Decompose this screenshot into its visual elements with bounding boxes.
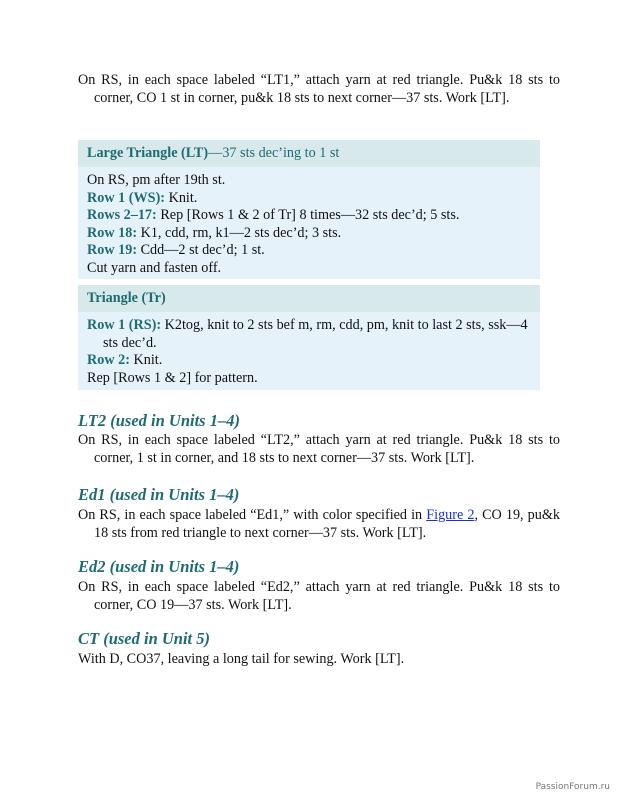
large-triangle-title: Large Triangle (LT) — [87, 145, 209, 161]
tr-row-2: Rep [Rows 1 & 2] for pattern. — [87, 369, 258, 386]
section-body-ed1: On RS, in each space labeled “Ed1,” with color specified in Figure 2, CO 19, pu&k 18 sts from red triangle to next corner—37 sts. Work [LT]. — [78, 507, 561, 541]
section-body-ed2: On RS, in each space labeled “Ed2,” attach yarn at red triangle. Pu&k 18 sts to corner, CO 19—37 sts. Work [LT]. — [78, 579, 560, 613]
section-title-ed1: Ed1 (used in Units 1–4) — [78, 485, 240, 504]
lt-row-2: Rows 2–17: Rep [Rows 1 & 2 of Tr] 8 times—32 sts dec’d; 5 sts. — [87, 207, 460, 223]
triangle-body — [78, 312, 540, 390]
large-triangle-header — [78, 140, 540, 167]
lt-row-4: Row 19: Cdd—2 st dec’d; 1 st. — [87, 242, 265, 258]
lt-row-0: On RS, pm after 19th st. — [87, 172, 226, 188]
triangle-title: Triangle (Tr) — [87, 290, 166, 306]
triangle-header — [78, 285, 540, 312]
section-body-lt2: On RS, in each space labeled “LT2,” attach yarn at red triangle. Pu&k 18 sts to corner, 1 st in corner, and 18 sts to next corner—37 sts. Work [LT]. — [78, 432, 560, 466]
section-body-ct: With D, CO37, leaving a long tail for sewing. Work [LT]. — [78, 651, 405, 667]
figure-2-link[interactable]: Figure 2 — [426, 507, 475, 523]
lt-row-5: Cut yarn and fasten off. — [87, 259, 222, 276]
tr-row-0: Row 1 (RS): K2tog, knit to 2 sts bef m, rm, cdd, pm, knit to last 2 sts, ssk—4 sts dec’d. — [87, 317, 528, 351]
intro-text: On RS, in each space labeled “LT1,” attach yarn at red triangle. Pu&k 18 sts to corner, CO 1 st in corner, pu&k 18 sts to next corner—37 sts. Work [LT]. — [78, 72, 560, 106]
section-title-ed2: Ed2 (used in Units 1–4) — [78, 557, 240, 576]
watermark: PassionForum.ru — [535, 781, 610, 792]
section-title-lt2: LT2 (used in Units 1–4) — [78, 411, 240, 430]
lt-row-1: Row 1 (WS): Knit. — [87, 189, 198, 206]
lt-row-3: Row 18: K1, cdd, rm, k1—2 sts dec’d; 3 sts. — [87, 224, 342, 241]
section-title-ct: CT (used in Unit 5) — [78, 629, 211, 648]
large-triangle-body — [78, 167, 540, 279]
large-triangle-subtitle: —37 sts dec’ing to 1 st — [208, 145, 340, 161]
tr-row-1: Row 2: Knit. — [87, 352, 163, 368]
intro-paragraph — [78, 72, 560, 107]
